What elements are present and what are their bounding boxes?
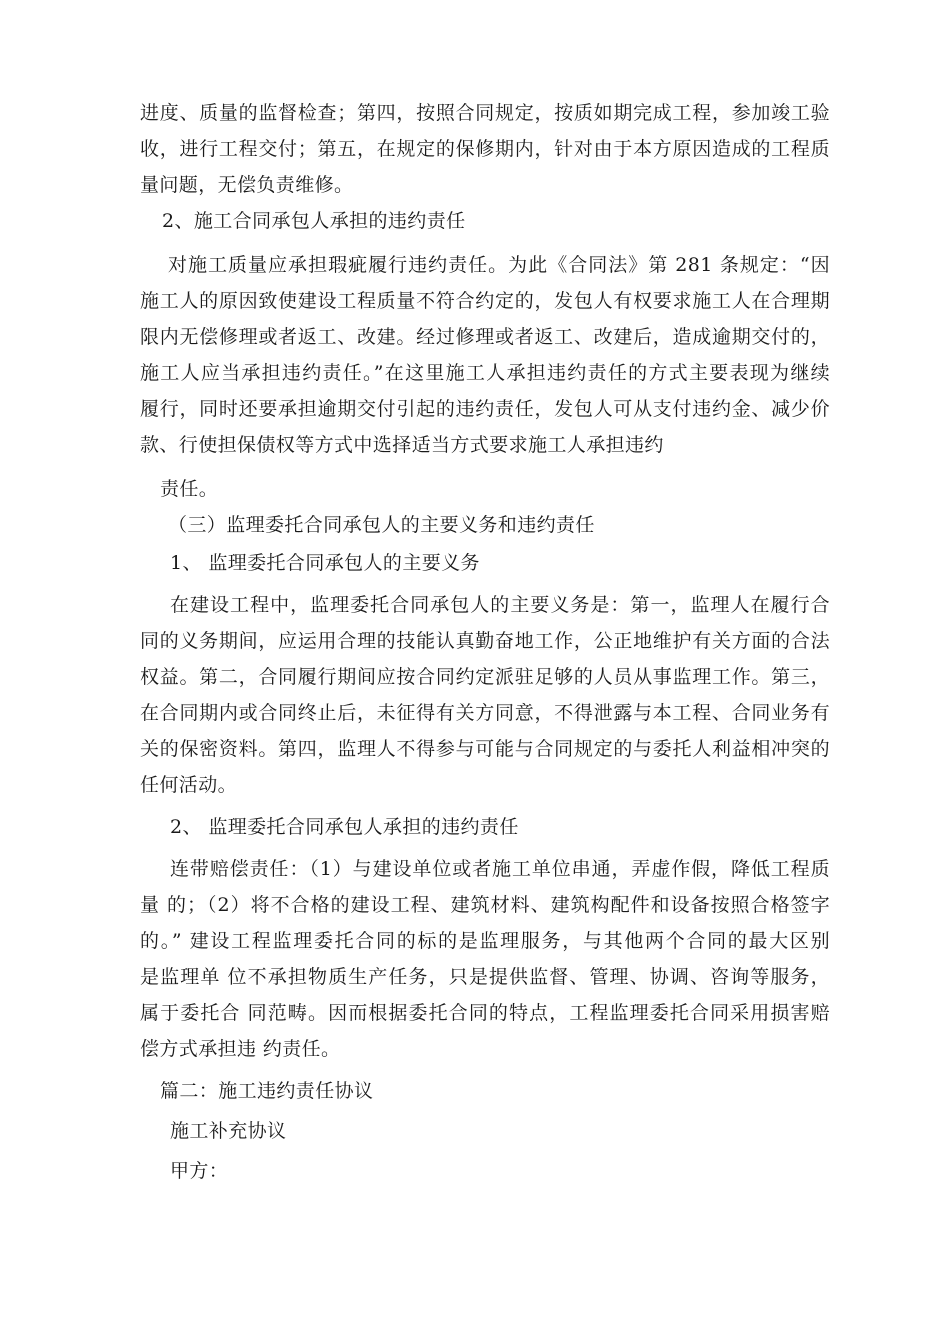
paragraph-line: 收，进行工程交付；第五，在规定的保修期内，针对由于本方原因造成的工程质 bbox=[140, 138, 830, 160]
section-heading: 2、 监理委托合同承包人承担的违约责任 bbox=[170, 816, 519, 838]
section-heading: 2、施工合同承包人承担的违约责任 bbox=[162, 210, 466, 232]
paragraph-line: 施工人应当承担违约责任。”在这里施工人承担违约责任的方式主要表现为继续 bbox=[140, 362, 830, 384]
paragraph-line: 履行，同时还要承担逾期交付引起的违约责任，发包人可从支付违约金、减少价 bbox=[140, 398, 830, 420]
section-heading: 1、 监理委托合同承包人的主要义务 bbox=[170, 552, 480, 574]
paragraph-line: 施工人的原因致使建设工程质量不符合约定的，发包人有权要求施工人在合理期 bbox=[140, 290, 830, 312]
paragraph-line: 量问题，无偿负责维修。 bbox=[140, 174, 354, 196]
paragraph-line: 责任。 bbox=[160, 478, 219, 500]
paragraph-line: 是监理单 位不承担物质生产任务，只是提供监督、管理、协调、咨询等服务， bbox=[140, 966, 830, 988]
paragraph-line: 限内无偿修理或者返工、改建。经过修理或者返工、改建后，造成逾期交付的， bbox=[140, 326, 830, 348]
paragraph-line: 连带赔偿责任：（1）与建设单位或者施工单位串通，弄虚作假，降低工程质 bbox=[170, 858, 830, 880]
paragraph-line: 对施工质量应承担瑕疵履行违约责任。为此《合同法》第 281 条规定：“因 bbox=[168, 254, 830, 276]
paragraph-line: 在建设工程中，监理委托合同承包人的主要义务是：第一，监理人在履行合 bbox=[170, 594, 830, 616]
section-heading: 篇二：施工违约责任协议 bbox=[160, 1080, 374, 1102]
paragraph-line: 款、行使担保债权等方式中选择适当方式要求施工人承担违约 bbox=[140, 434, 664, 456]
paragraph-line: 进度、质量的监督检查；第四，按照合同规定，按质如期完成工程，参加竣工验 bbox=[140, 102, 830, 124]
paragraph-line: 在合同期内或合同终止后，未征得有关方同意，不得泄露与本工程、合同业务有 bbox=[140, 702, 830, 724]
paragraph-line: 的。” 建设工程监理委托合同的标的是监理服务，与其他两个合同的最大区别 bbox=[140, 930, 830, 952]
paragraph-line: 属于委托合 同范畴。因而根据委托合同的特点，工程监理委托合同采用损害赔 bbox=[140, 1002, 830, 1024]
paragraph-line: 偿方式承担违 约责任。 bbox=[140, 1038, 341, 1060]
paragraph-line: 关的保密资料。第四，监理人不得参与可能与合同规定的与委托人利益相冲突的 bbox=[140, 738, 830, 760]
party-a-label: 甲方： bbox=[170, 1160, 229, 1182]
paragraph-line: 同的义务期间，应运用合理的技能认真勤奋地工作，公正地维护有关方面的合法 bbox=[140, 630, 830, 652]
paragraph-line: 量 的；（2）将不合格的建设工程、建筑材料、建筑构配件和设备按照合格签字 bbox=[140, 894, 830, 916]
document-title: 施工补充协议 bbox=[170, 1120, 287, 1142]
section-heading: （三）监理委托合同承包人的主要义务和违约责任 bbox=[168, 514, 595, 536]
paragraph-line: 任何活动。 bbox=[140, 774, 238, 796]
paragraph-line: 权益。第二，合同履行期间应按合同约定派驻足够的人员从事监理工作。第三， bbox=[140, 666, 830, 688]
